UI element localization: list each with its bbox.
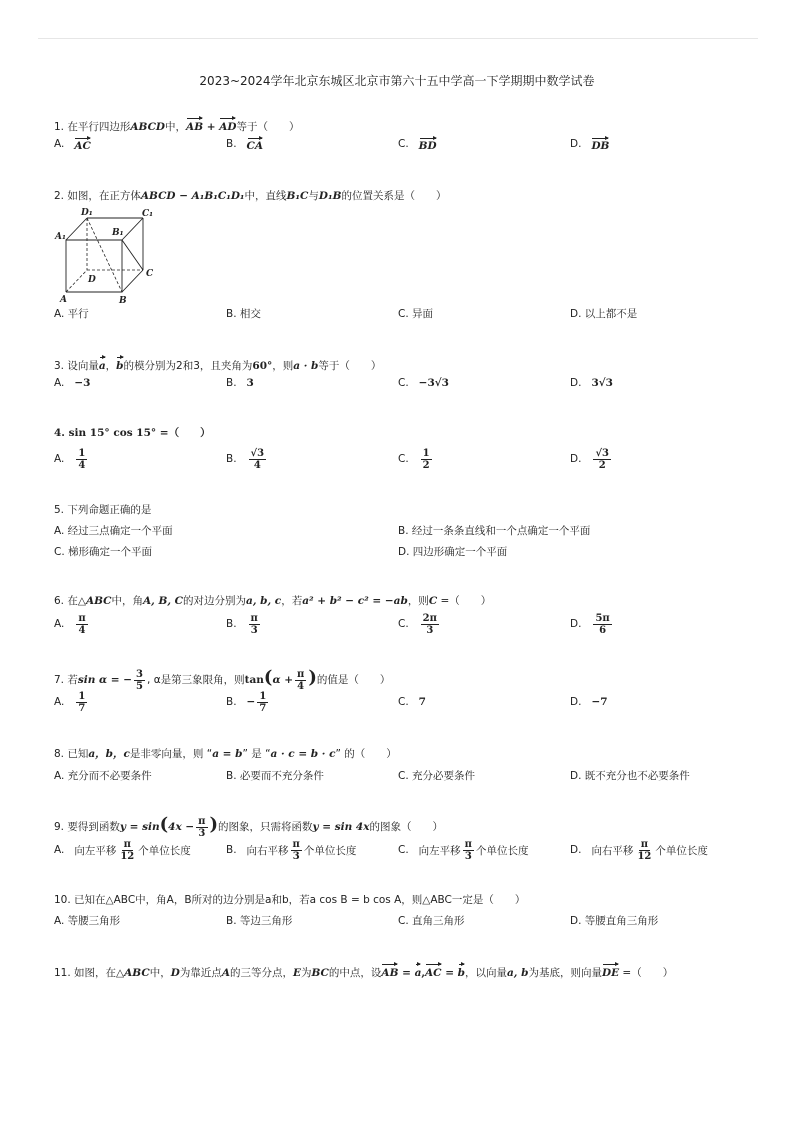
q9-text: 9. 要得到函数 bbox=[54, 821, 120, 833]
fraction bbox=[421, 448, 432, 471]
denominator: 3 bbox=[426, 624, 434, 636]
q11-basis: a, b bbox=[507, 967, 529, 979]
vector-ac: AC bbox=[74, 136, 91, 152]
q2-line-b1c: B₁C bbox=[286, 190, 309, 202]
fraction bbox=[593, 448, 611, 471]
q8-option-d[interactable]: D. 既不充分也不必要条件 bbox=[570, 769, 690, 782]
q8-text-mid: 是非零向量，则 “ bbox=[129, 748, 213, 760]
label-b: B bbox=[119, 296, 127, 306]
q8-option-b[interactable]: B. 必要而不充分条件 bbox=[226, 769, 324, 782]
label-d1: D₁ bbox=[81, 208, 93, 218]
question-8-options bbox=[54, 765, 754, 785]
option-label: B. bbox=[226, 696, 237, 708]
q7-option-b[interactable] bbox=[226, 690, 270, 714]
q6-text: 6. 在△ bbox=[54, 595, 86, 607]
option-text: 向右平移 bbox=[246, 844, 289, 857]
q1-text-mid: 中， bbox=[165, 121, 187, 133]
vector-bd: BD bbox=[419, 136, 437, 152]
question-4-options bbox=[54, 447, 754, 471]
numerator: 5π bbox=[595, 612, 610, 624]
q1-text-post: 等于（ ） bbox=[236, 121, 300, 133]
numerator: π bbox=[640, 838, 649, 850]
option-label: D. bbox=[570, 453, 582, 465]
vector-ab: AB bbox=[186, 116, 203, 134]
q2-text: 2. 如图，在正方体 bbox=[54, 190, 141, 202]
q6-option-a[interactable] bbox=[54, 612, 90, 636]
question-5-stem: 5. 下列命题正确的是 bbox=[54, 504, 152, 516]
q7-option-a[interactable] bbox=[54, 690, 89, 714]
denominator: 4 bbox=[78, 459, 86, 471]
option-label: A. bbox=[54, 138, 65, 150]
question-2-stem bbox=[54, 189, 446, 203]
option-label: A. bbox=[54, 696, 65, 708]
denominator: 4 bbox=[253, 459, 261, 471]
vector-a: a bbox=[99, 355, 106, 373]
q11-point-a: A bbox=[221, 967, 230, 979]
q11-text: 11. 如图，在△ bbox=[54, 967, 125, 979]
denominator: 2 bbox=[422, 459, 430, 471]
option-text: 个单位长度 bbox=[303, 844, 357, 857]
q9-inner: 4x − bbox=[168, 821, 195, 833]
q6-text-mid: 中，角 bbox=[111, 595, 144, 607]
numerator: π bbox=[464, 838, 472, 850]
option-text: 向左平移 bbox=[418, 844, 461, 857]
fraction bbox=[134, 669, 145, 692]
vector-ca: CA bbox=[247, 136, 264, 152]
option-label: C. bbox=[398, 453, 409, 465]
fraction bbox=[76, 448, 87, 471]
option-label: C. bbox=[398, 696, 409, 708]
q6-sides: a, b, c bbox=[246, 595, 282, 607]
label-d: D bbox=[88, 275, 96, 285]
q4-option-c[interactable] bbox=[398, 447, 434, 471]
q7-tan: tan bbox=[244, 674, 264, 686]
question-4-stem: 4. sin 15° cos 15° =（ ） bbox=[54, 427, 211, 439]
option-value: 3 bbox=[246, 377, 254, 389]
vector-ad: AD bbox=[219, 116, 236, 134]
paren-open: ( bbox=[159, 814, 169, 835]
option-value: −7 bbox=[591, 696, 608, 708]
vector-de: DE bbox=[602, 962, 619, 980]
line-b1c bbox=[122, 240, 143, 270]
option-text: 个单位长度 bbox=[655, 844, 708, 857]
plus-sign: + bbox=[203, 121, 220, 133]
numerator: √3 bbox=[250, 447, 265, 459]
q3-comma: ， bbox=[105, 360, 117, 372]
label-a1: A₁ bbox=[55, 232, 66, 242]
q10-option-c[interactable]: C. 直角三角形 bbox=[398, 914, 465, 927]
question-9-options bbox=[54, 838, 754, 862]
question-9-stem bbox=[54, 811, 443, 841]
denominator: 5 bbox=[136, 680, 144, 692]
fraction bbox=[463, 839, 474, 862]
q3-option-b[interactable] bbox=[226, 373, 254, 393]
q6-equation: a² + b² − c² = −ab bbox=[302, 595, 408, 607]
q1-option-c[interactable] bbox=[398, 134, 437, 154]
fraction bbox=[118, 839, 136, 862]
option-label: C. bbox=[398, 138, 409, 150]
q6-angle-c: C bbox=[428, 595, 438, 607]
q3-option-a[interactable] bbox=[54, 373, 90, 393]
q7-alpha: α + bbox=[272, 674, 293, 686]
question-5-options-row-1 bbox=[54, 520, 754, 540]
denominator: 3 bbox=[250, 624, 258, 636]
label-c1: C₁ bbox=[142, 209, 154, 219]
denominator: 12 bbox=[637, 850, 652, 862]
question-1-stem bbox=[54, 116, 299, 134]
numerator: π bbox=[297, 668, 305, 680]
vector-ac: AC bbox=[425, 962, 442, 980]
paren-close: ) bbox=[308, 667, 317, 688]
option-label: B. bbox=[226, 138, 237, 150]
vector-a: a bbox=[415, 962, 422, 980]
q11-text-mid: 中， bbox=[149, 967, 171, 979]
q6-text-mid2: 的对边分别为 bbox=[183, 595, 247, 607]
option-label: C. bbox=[398, 844, 409, 856]
q6-option-b[interactable] bbox=[226, 612, 262, 636]
q9-text-mid: 的图象，只需将函数 bbox=[218, 821, 313, 833]
fraction bbox=[76, 613, 87, 636]
q11-point-e: E bbox=[292, 967, 301, 979]
q4-option-b[interactable] bbox=[226, 447, 268, 471]
q11-segment-bc: BC bbox=[311, 967, 329, 979]
option-value: −3√3 bbox=[418, 377, 449, 389]
vector-b: b bbox=[458, 962, 465, 980]
q2-text-post: 的位置关系是（ ） bbox=[341, 190, 447, 202]
question-10-options bbox=[54, 910, 754, 930]
option-text: 向右平移 bbox=[591, 844, 634, 857]
q8-condition-2: a · c = b · c bbox=[270, 748, 336, 760]
q6-triangle: ABC bbox=[85, 595, 112, 607]
fraction bbox=[257, 691, 268, 714]
q8-text-post: ” 的（ ） bbox=[335, 748, 397, 760]
q7-text: 7. 若 bbox=[54, 674, 78, 686]
option-label: A. bbox=[54, 453, 65, 465]
q11-text-mid2: 为靠近点 bbox=[179, 967, 222, 979]
numerator: √3 bbox=[595, 447, 609, 459]
edge-b1-c1 bbox=[122, 218, 143, 240]
fraction bbox=[249, 613, 260, 636]
equals-sign: = bbox=[398, 967, 415, 979]
q9-function-1: y = sin bbox=[119, 821, 160, 833]
q10-option-b[interactable]: B. 等边三角形 bbox=[226, 914, 293, 927]
q1-abcd: ABCD bbox=[130, 121, 166, 133]
denominator: 4 bbox=[78, 624, 86, 636]
page-title: 2023~2024学年北京东城区北京市第六十五中学高一下学期期中数学试卷 bbox=[199, 74, 595, 88]
denominator: 3 bbox=[292, 850, 300, 862]
option-label: C. bbox=[398, 377, 409, 389]
option-text: 个单位长度 bbox=[138, 844, 191, 857]
q6-text-mid4: ，则 bbox=[407, 595, 429, 607]
question-3-options bbox=[54, 373, 754, 393]
option-label: B. bbox=[226, 618, 237, 630]
numerator: π bbox=[292, 838, 300, 850]
q11-point-d: D bbox=[170, 967, 180, 979]
denominator: 7 bbox=[259, 702, 267, 714]
option-label: B. bbox=[226, 844, 237, 856]
denominator: 12 bbox=[120, 850, 135, 862]
q6-text-mid3: ，若 bbox=[281, 595, 303, 607]
option-label: D. bbox=[570, 618, 582, 630]
edge-b-c bbox=[122, 270, 143, 292]
denominator: 4 bbox=[297, 680, 305, 692]
option-label: D. bbox=[570, 138, 582, 150]
q6-angles: A, B, C bbox=[143, 595, 184, 607]
q7-text-mid: , α是第三象限角，则 bbox=[147, 674, 245, 686]
q8-option-a[interactable]: A. 充分而不必要条件 bbox=[54, 769, 152, 782]
question-5-options-row-2 bbox=[54, 541, 754, 561]
q5-option-b[interactable]: B. 经过一条条直线和一个点确定一个平面 bbox=[398, 524, 591, 537]
question-11-stem bbox=[54, 962, 673, 980]
numerator: 1 bbox=[422, 447, 430, 459]
paren-close: ) bbox=[209, 814, 219, 835]
q2-option-c[interactable]: C. 异面 bbox=[398, 307, 434, 320]
q11-text-mid7: 为基底，则向量 bbox=[528, 967, 602, 979]
question-7-options bbox=[54, 690, 754, 714]
denominator: 6 bbox=[599, 624, 607, 636]
q9-option-b[interactable] bbox=[226, 838, 356, 862]
option-label: C. bbox=[398, 618, 409, 630]
edge-a1-d1 bbox=[66, 218, 87, 240]
q9-option-a[interactable] bbox=[54, 838, 191, 862]
numerator: π bbox=[123, 838, 131, 850]
cube-figure bbox=[54, 206, 164, 306]
cube-diagram bbox=[54, 206, 164, 306]
q5-option-a[interactable]: A. 经过三点确定一个平面 bbox=[54, 524, 173, 537]
q7-text-post: 的值是（ ） bbox=[316, 674, 391, 686]
q3-text-post: 等于（ ） bbox=[318, 360, 382, 372]
q6-option-c[interactable] bbox=[398, 612, 441, 636]
q5-option-c[interactable]: C. 梯形确定一个平面 bbox=[54, 545, 153, 558]
vector-ab: AB bbox=[381, 962, 398, 980]
option-label: B. bbox=[226, 453, 237, 465]
hidden-edge-a-d bbox=[66, 270, 87, 292]
q9-option-d[interactable] bbox=[570, 838, 708, 862]
denominator: 3 bbox=[198, 827, 206, 839]
q4-option-a[interactable] bbox=[54, 447, 89, 471]
q1-option-d[interactable] bbox=[570, 134, 609, 154]
q2-option-a[interactable]: A. 平行 bbox=[54, 307, 89, 320]
fraction bbox=[291, 839, 302, 862]
question-6-options bbox=[54, 612, 754, 636]
q2-option-b[interactable]: B. 相交 bbox=[226, 307, 261, 320]
q3-text: 3. 设向量 bbox=[54, 360, 99, 372]
q8-vectors: a，b，c bbox=[88, 748, 130, 760]
q3-angle: 60° bbox=[252, 360, 273, 372]
q3-option-d[interactable] bbox=[570, 373, 613, 393]
q7-sin-expr: sin α = − bbox=[77, 674, 133, 686]
fraction bbox=[249, 448, 267, 471]
label-c: C bbox=[146, 269, 154, 279]
q9-option-c[interactable] bbox=[398, 838, 529, 862]
q1-text: 1. 在平行四边形 bbox=[54, 121, 131, 133]
option-label: D. bbox=[570, 696, 582, 708]
option-text: 向左平移 bbox=[74, 844, 117, 857]
q11-text-mid6: ，以向量 bbox=[465, 967, 507, 979]
fraction bbox=[295, 669, 306, 692]
top-divider bbox=[38, 38, 758, 39]
numerator: 2π bbox=[422, 612, 437, 624]
q6-option-d[interactable] bbox=[570, 612, 614, 636]
q3-then: ，则 bbox=[272, 360, 294, 372]
question-2-options bbox=[54, 303, 754, 323]
numerator: π bbox=[198, 815, 206, 827]
denominator: 2 bbox=[598, 459, 606, 471]
vector-db: DB bbox=[591, 136, 609, 152]
numerator: 3 bbox=[136, 668, 144, 680]
q2-text-mid: 中，直线 bbox=[244, 190, 287, 202]
q11-text-mid5: 的中点，设 bbox=[328, 967, 382, 979]
q11-text-mid3: 的三等分点， bbox=[229, 967, 293, 979]
question-8-stem bbox=[54, 747, 397, 761]
q11-text-mid4: 为 bbox=[300, 967, 312, 979]
q5-option-d[interactable]: D. 四边形确定一个平面 bbox=[398, 545, 508, 558]
numerator: 1 bbox=[78, 447, 86, 459]
option-text: 个单位长度 bbox=[476, 844, 529, 857]
option-value: −3 bbox=[74, 377, 91, 389]
q3-text-mid: 的模分别为2和3，且夹角为 bbox=[123, 360, 253, 372]
q8-text-mid2: ” 是 “ bbox=[242, 748, 271, 760]
option-label: A. bbox=[54, 844, 65, 856]
question-3-stem bbox=[54, 355, 381, 373]
fraction bbox=[593, 613, 611, 636]
q11-triangle: ABC bbox=[124, 967, 150, 979]
q1-option-a[interactable] bbox=[54, 134, 91, 154]
q7-option-d[interactable] bbox=[570, 690, 608, 714]
numerator: π bbox=[78, 612, 86, 624]
q7-option-c[interactable] bbox=[398, 690, 426, 714]
q10-option-a[interactable]: A. 等腰三角形 bbox=[54, 914, 121, 927]
q8-text: 8. 已知 bbox=[54, 748, 89, 760]
fraction bbox=[635, 839, 653, 862]
q9-function-2: y = sin 4x bbox=[312, 821, 370, 833]
question-10-stem: 10. 已知在△ABC中，角A，B所对的边分别是a和b，若a cos B = b cos A，则△ABC一定是（ ） bbox=[54, 894, 526, 906]
option-label: D. bbox=[570, 377, 582, 389]
denominator: 3 bbox=[464, 850, 472, 862]
q2-option-d[interactable]: D. 以上都不是 bbox=[570, 307, 638, 320]
q2-line-d1b: D₁B bbox=[318, 190, 342, 202]
option-label: A. bbox=[54, 618, 65, 630]
q10-option-d[interactable]: D. 等腰直角三角形 bbox=[570, 914, 659, 927]
vector-b: b bbox=[116, 355, 123, 373]
comma: , bbox=[421, 967, 426, 979]
q3-option-c[interactable] bbox=[398, 373, 449, 393]
equals-sign: = bbox=[441, 967, 458, 979]
q6-text-post: =（ ） bbox=[437, 595, 492, 607]
denominator: 7 bbox=[78, 702, 86, 714]
q8-condition-1: a = b bbox=[212, 748, 243, 760]
label-a: A bbox=[60, 295, 67, 305]
label-b1: B₁ bbox=[112, 228, 124, 238]
q9-text-post: 的图象（ ） bbox=[369, 821, 443, 833]
option-value: 7 bbox=[418, 696, 426, 708]
question-1-options bbox=[54, 134, 754, 154]
q4-option-d[interactable] bbox=[570, 447, 613, 471]
question-6-stem bbox=[54, 594, 491, 608]
option-label: B. bbox=[226, 377, 237, 389]
fraction bbox=[196, 816, 207, 839]
q8-option-c[interactable]: C. 充分必要条件 bbox=[398, 769, 476, 782]
numerator: 1 bbox=[78, 690, 86, 702]
numerator: π bbox=[250, 612, 258, 624]
option-label: D. bbox=[570, 844, 582, 856]
fraction bbox=[76, 691, 87, 714]
q2-and: 与 bbox=[308, 190, 319, 202]
option-value: 3√3 bbox=[591, 377, 613, 389]
paren-open: ( bbox=[263, 667, 273, 688]
q2-cube: ABCD − A₁B₁C₁D₁ bbox=[140, 190, 245, 202]
numerator: 1 bbox=[259, 690, 267, 702]
minus-sign: − bbox=[246, 696, 256, 708]
q3-dot-product: a · b bbox=[293, 360, 319, 372]
q11-text-post: =（ ） bbox=[619, 967, 674, 979]
q1-option-b[interactable] bbox=[226, 134, 263, 154]
option-label: A. bbox=[54, 377, 65, 389]
fraction bbox=[421, 613, 439, 636]
